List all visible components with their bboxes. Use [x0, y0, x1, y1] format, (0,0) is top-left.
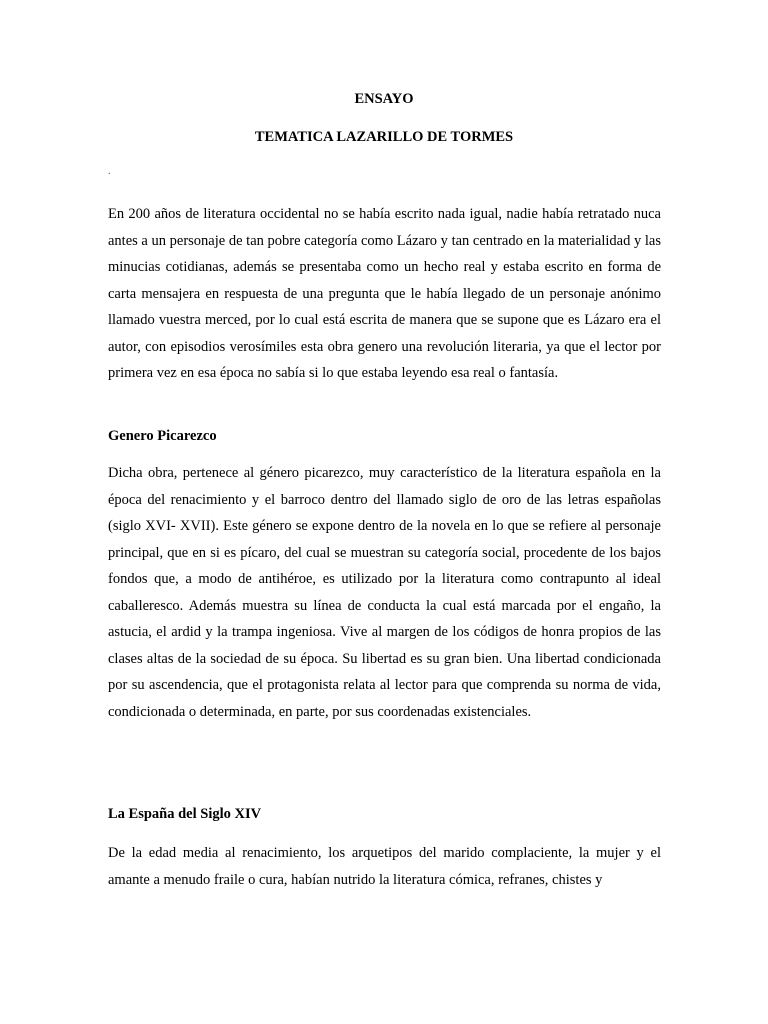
document-subtitle: TEMATICA LAZARILLO DE TORMES [254, 129, 514, 145]
paragraph-espana: De la edad media al renacimiento, los arquetipos del marido complaciente, la mujer y el amante a menudo fraile o cura, habían nutrido la literatura cómica, refranes, chistes y [108, 845, 661, 888]
document-title: ENSAYO [354, 91, 414, 107]
paragraph-intro: En 200 años de literatura occidental no se había escrito nada igual, nadie había retratado nuca antes a un personaje de tan pobre categoría como Lázaro y tan centrado en la materialidad y las minucias cotidianas, además se presentaba como un hecho real y estaba escrito en forma de carta mensajera en respuesta de una pregunta que le había llegado de un personaje anónimo llamado vuestra merced, por lo cual está escrita de manera que se supone que es Lázaro era el autor, con episodios verosímiles esta obra genero una revolución literaria, ya que el lector por primera vez en esa época no sabía si lo que estaba leyendo esa real o fantasía. [108, 206, 661, 381]
stray-marker: . [108, 166, 111, 177]
section-heading-genero: Genero Picarezco [108, 428, 217, 444]
paragraph-genero: Dicha obra, pertenece al género picarezco, muy característico de la literatura española en la época del renacimiento y el barroco dentro del llamado siglo de oro de las letras españolas (siglo XVI- XVII). Este género se expone dentro de la novela en lo que se refiere al personaje principal, que en si es pícaro, del cual se muestran su categoría social, procedente de los bajos fondos que, a modo de antihéroe, es utilizado por la literatura como contrapunto al ideal caballeresco. Además muestra su línea de conducta la cual está marcada por el engaño, la astucia, el ardid y la trampa ingeniosa. Vive al margen de los códigos de honra propios de las clases altas de la sociedad de su época. Su libertad es su gran bien. Una libertad condicionada por su ascendencia, que el protagonista relata al lector para que comprenda su norma de vida, condicionada o determinada, en parte, por sus coordenadas existenciales. [108, 465, 661, 720]
section-heading-espana: La España del Siglo XIV [108, 806, 262, 822]
